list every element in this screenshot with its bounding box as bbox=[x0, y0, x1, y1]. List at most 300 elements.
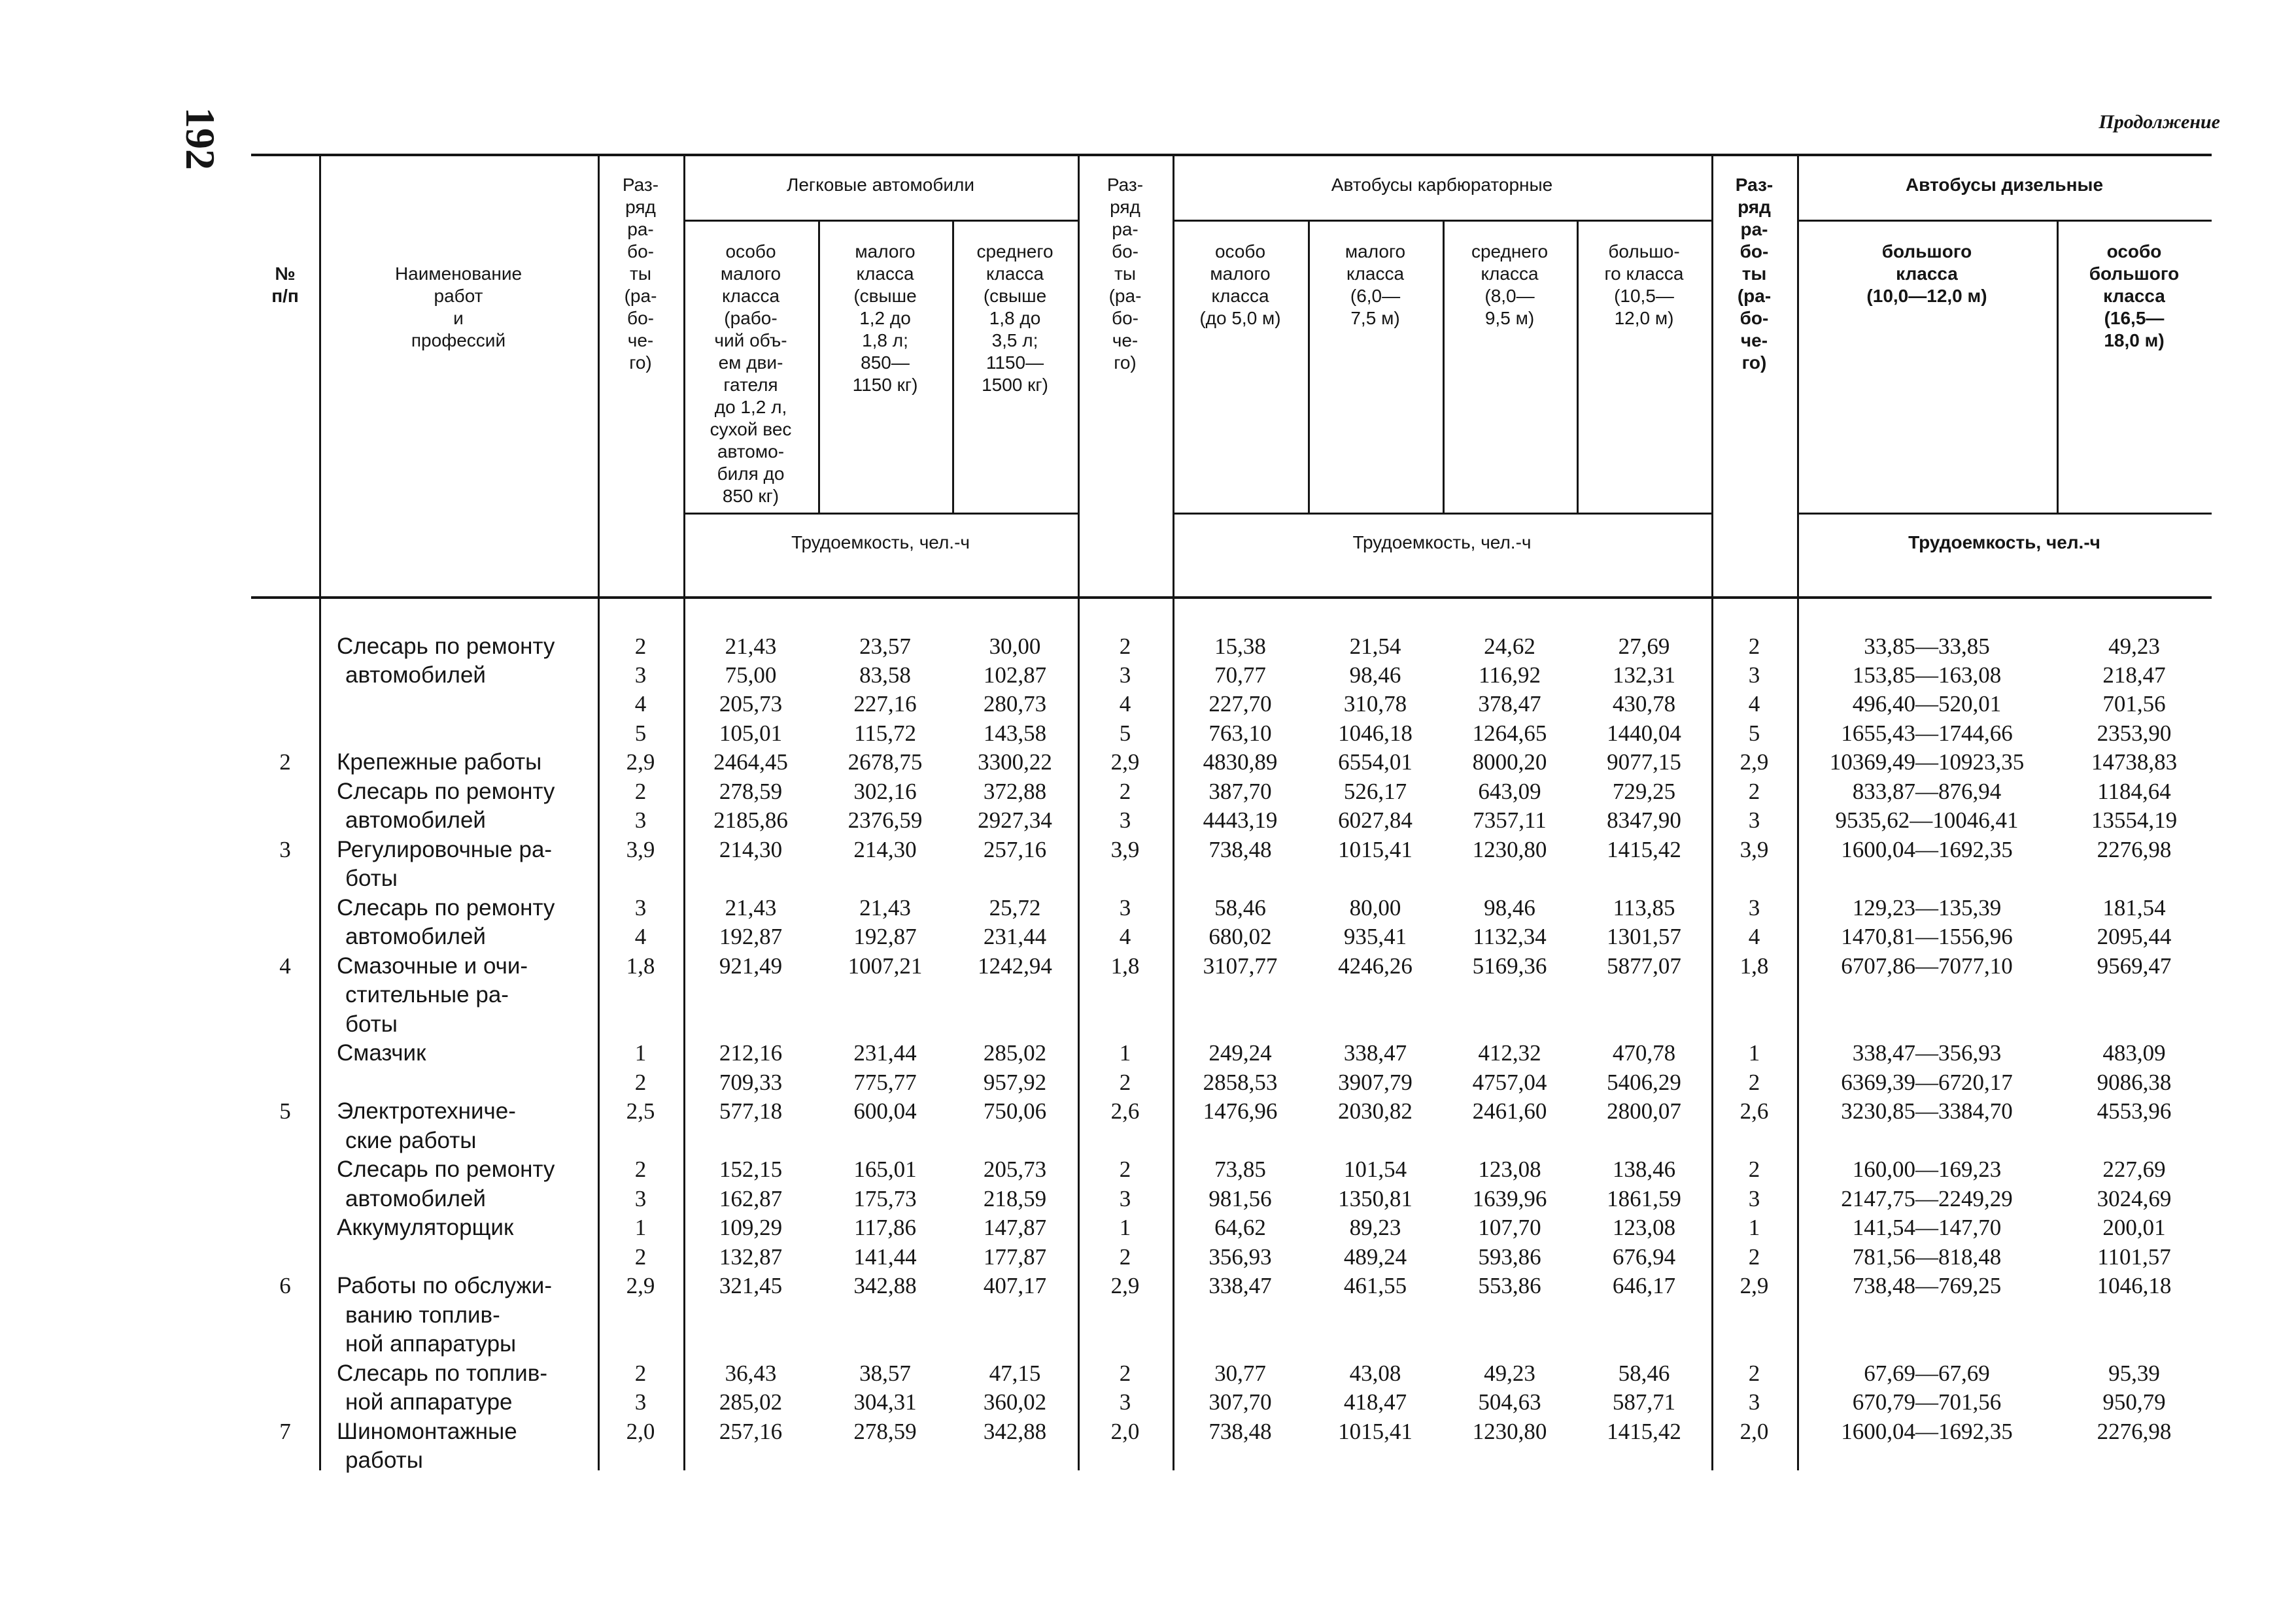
cell-b2: 98,46 bbox=[1349, 662, 1401, 688]
cell-c3: 3300,22 bbox=[978, 749, 1052, 775]
cell-b2: 89,23 bbox=[1349, 1215, 1401, 1240]
cell-b3: 4757,04 bbox=[1472, 1070, 1547, 1095]
table-rule bbox=[1797, 220, 2212, 222]
cell-g2: 2,9 bbox=[1110, 749, 1140, 775]
cell-g2: 2 bbox=[1119, 1070, 1131, 1095]
cell-b4: 113,85 bbox=[1613, 895, 1675, 921]
cell-g1: 1,8 bbox=[626, 953, 655, 979]
table-rule bbox=[1173, 513, 1711, 515]
cell-c2: 600,04 bbox=[853, 1098, 917, 1124]
work-name: Слесарь по топлив- bbox=[337, 1361, 547, 1386]
cell-c3: 257,16 bbox=[983, 837, 1047, 862]
cell-c2: 141,44 bbox=[853, 1244, 917, 1270]
cell-c1: 2464,45 bbox=[713, 749, 788, 775]
cell-b1: 763,10 bbox=[1208, 720, 1272, 746]
cell-c2: 117,86 bbox=[854, 1215, 916, 1240]
header-carb-title: Автобусы карбюраторные bbox=[1331, 175, 1553, 195]
cell-g2: 2,9 bbox=[1110, 1273, 1140, 1298]
work-name: Крепежные работы bbox=[337, 749, 542, 775]
cell-b3: 1132,34 bbox=[1473, 924, 1547, 949]
cell-c2: 115,72 bbox=[854, 720, 916, 746]
cell-b2: 43,08 bbox=[1349, 1361, 1401, 1386]
work-name: Смазочные и очи- bbox=[337, 953, 528, 979]
cell-c3: 47,15 bbox=[989, 1361, 1041, 1386]
work-name: Слесарь по ремонту bbox=[337, 634, 555, 659]
cell-c2: 2678,75 bbox=[848, 749, 923, 775]
cell-d2: 483,09 bbox=[2102, 1040, 2166, 1066]
cell-g2: 1,8 bbox=[1110, 953, 1140, 979]
cell-b2: 1046,18 bbox=[1338, 720, 1413, 746]
cell-b4: 1415,42 bbox=[1607, 837, 1681, 862]
cell-b2: 6027,84 bbox=[1338, 807, 1413, 833]
cell-b2: 1350,81 bbox=[1338, 1186, 1413, 1211]
cell-d1: 2147,75—2249,29 bbox=[1841, 1186, 2013, 1211]
cell-b3: 412,32 bbox=[1478, 1040, 1541, 1066]
header-cars-sub: особо малого класса (рабо- чий объ- ем дви- гателя до 1,2 л, сухой вес автомо- биля до 850 кг) bbox=[710, 241, 792, 506]
cell-g2: 3 bbox=[1119, 807, 1131, 833]
cell-b3: 8000,20 bbox=[1472, 749, 1547, 775]
cell-g1: 2 bbox=[634, 1361, 647, 1386]
cell-g2: 3 bbox=[1119, 662, 1131, 688]
cell-b4: 676,94 bbox=[1612, 1244, 1676, 1270]
cell-b3: 98,46 bbox=[1484, 895, 1535, 921]
cell-d2: 1101,57 bbox=[2097, 1244, 2171, 1270]
cell-g1: 3 bbox=[634, 895, 647, 921]
cell-d2: 95,39 bbox=[2108, 1361, 2160, 1386]
cell-c3: 1242,94 bbox=[978, 953, 1052, 979]
cell-g2: 2 bbox=[1119, 779, 1131, 804]
cell-c1: 212,16 bbox=[719, 1040, 783, 1066]
cell-d1: 129,23—135,39 bbox=[1852, 895, 2002, 921]
cell-c1: 285,02 bbox=[719, 1389, 783, 1415]
work-name: боты bbox=[345, 866, 398, 891]
cell-g3: 2 bbox=[1748, 1244, 1760, 1270]
cell-c2: 83,58 bbox=[859, 662, 911, 688]
cell-b4: 470,78 bbox=[1612, 1040, 1676, 1066]
cell-b3: 593,86 bbox=[1478, 1244, 1541, 1270]
cell-b2: 310,78 bbox=[1343, 691, 1407, 717]
cell-b4: 587,71 bbox=[1612, 1389, 1676, 1415]
cell-g3: 3,9 bbox=[1739, 837, 1769, 862]
cell-b1: 64,62 bbox=[1214, 1215, 1266, 1240]
cell-d1: 1600,04—1692,35 bbox=[1841, 837, 2013, 862]
cell-c3: 957,92 bbox=[983, 1070, 1047, 1095]
header-grade-cars: Раз- ряд ра- бо- ты (ра- бо- че- го) bbox=[622, 175, 659, 373]
header-diesel-unit: Трудоемкость, чел.-ч bbox=[1908, 532, 2100, 552]
header-cars-unit: Трудоемкость, чел.-ч bbox=[791, 532, 970, 552]
cell-g3: 1 bbox=[1748, 1040, 1760, 1066]
work-name: Слесарь по ремонту bbox=[337, 895, 555, 921]
cell-c1: 105,01 bbox=[719, 720, 783, 746]
cell-b2: 1015,41 bbox=[1338, 1419, 1413, 1444]
cell-d1: 781,56—818,48 bbox=[1852, 1244, 2002, 1270]
cell-d2: 49,23 bbox=[2108, 634, 2160, 659]
cell-c2: 165,01 bbox=[853, 1157, 917, 1182]
cell-g2: 1 bbox=[1119, 1215, 1131, 1240]
cell-d2: 2095,44 bbox=[2097, 924, 2172, 949]
cell-g3: 2,9 bbox=[1739, 749, 1769, 775]
cell-g1: 3 bbox=[634, 662, 647, 688]
column-divider bbox=[319, 596, 321, 1470]
cell-b1: 338,47 bbox=[1208, 1273, 1272, 1298]
cell-b3: 49,23 bbox=[1484, 1361, 1535, 1386]
cell-b4: 58,46 bbox=[1618, 1361, 1670, 1386]
cell-c1: 205,73 bbox=[719, 691, 783, 717]
cell-b3: 107,70 bbox=[1478, 1215, 1541, 1240]
cell-d2: 9086,38 bbox=[2097, 1070, 2172, 1095]
cell-g1: 3 bbox=[634, 807, 647, 833]
cell-c3: 218,59 bbox=[983, 1186, 1047, 1211]
cell-g1: 2 bbox=[634, 1157, 647, 1182]
cell-g2: 2 bbox=[1119, 1361, 1131, 1386]
work-name: ванию топлив- bbox=[345, 1302, 500, 1328]
cell-b3: 378,47 bbox=[1478, 691, 1541, 717]
cell-c1: 132,87 bbox=[719, 1244, 783, 1270]
cell-g1: 2 bbox=[634, 634, 647, 659]
cell-c3: 177,87 bbox=[983, 1244, 1047, 1270]
cell-d2: 950,79 bbox=[2102, 1389, 2166, 1415]
cell-g3: 3 bbox=[1748, 895, 1760, 921]
cell-c3: 407,17 bbox=[983, 1273, 1047, 1298]
cell-g3: 2 bbox=[1748, 1070, 1760, 1095]
cell-b3: 2461,60 bbox=[1472, 1098, 1547, 1124]
cell-g3: 2 bbox=[1748, 1361, 1760, 1386]
cell-d1: 6707,86—7077,10 bbox=[1841, 953, 2013, 979]
cell-d2: 218,47 bbox=[2102, 662, 2166, 688]
cell-g3: 4 bbox=[1748, 924, 1760, 949]
cell-d1: 153,85—163,08 bbox=[1852, 662, 2002, 688]
table-rule bbox=[1797, 513, 2212, 515]
cell-d1: 496,40—520,01 bbox=[1852, 691, 2002, 717]
cell-c3: 102,87 bbox=[983, 662, 1047, 688]
cell-g1: 2 bbox=[634, 779, 647, 804]
header-cars-sub: среднего класса (свыше 1,8 до 3,5 л; 1150— 1500 кг) bbox=[976, 241, 1054, 395]
row-number: 4 bbox=[279, 953, 291, 979]
cell-b1: 738,48 bbox=[1208, 1419, 1272, 1444]
cell-c1: 577,18 bbox=[719, 1098, 783, 1124]
cell-b1: 4830,89 bbox=[1203, 749, 1278, 775]
cell-g1: 2 bbox=[634, 1244, 647, 1270]
cell-c3: 750,06 bbox=[983, 1098, 1047, 1124]
cell-b4: 132,31 bbox=[1612, 662, 1676, 688]
cell-g2: 3 bbox=[1119, 895, 1131, 921]
header-diesel-sub: большого класса (10,0—12,0 м) bbox=[1866, 241, 1987, 306]
cell-d1: 141,54—147,70 bbox=[1852, 1215, 2002, 1240]
cell-b2: 935,41 bbox=[1343, 924, 1407, 949]
row-number: 3 bbox=[279, 837, 291, 862]
cell-c2: 175,73 bbox=[853, 1186, 917, 1211]
cell-d2: 1184,64 bbox=[2097, 779, 2171, 804]
cell-g1: 1 bbox=[634, 1215, 647, 1240]
header-carb-sub: особо малого класса (до 5,0 м) bbox=[1199, 241, 1281, 328]
cell-g3: 2,0 bbox=[1739, 1419, 1769, 1444]
cell-c3: 360,02 bbox=[983, 1389, 1047, 1415]
work-name: Регулировочные ра- bbox=[337, 837, 553, 862]
row-number: 6 bbox=[279, 1273, 291, 1298]
cell-g3: 3 bbox=[1748, 662, 1760, 688]
header-name: Наименование работ и профессий bbox=[394, 263, 523, 350]
cell-g3: 3 bbox=[1748, 1389, 1760, 1415]
cell-g2: 2 bbox=[1119, 634, 1131, 659]
cell-c2: 227,16 bbox=[853, 691, 917, 717]
cell-d2: 9569,47 bbox=[2097, 953, 2172, 979]
cell-g1: 4 bbox=[634, 924, 647, 949]
cell-g3: 3 bbox=[1748, 807, 1760, 833]
cell-g1: 2,0 bbox=[626, 1419, 655, 1444]
cell-g1: 5 bbox=[634, 720, 647, 746]
cell-d2: 200,01 bbox=[2102, 1215, 2166, 1240]
cell-b2: 489,24 bbox=[1343, 1244, 1407, 1270]
cell-c3: 2927,34 bbox=[978, 807, 1052, 833]
cell-b3: 1264,65 bbox=[1472, 720, 1547, 746]
work-name: автомобилей bbox=[345, 1186, 486, 1211]
cell-d2: 2276,98 bbox=[2097, 1419, 2172, 1444]
cell-b1: 1476,96 bbox=[1203, 1098, 1278, 1124]
cell-g3: 5 bbox=[1748, 720, 1760, 746]
cell-b2: 4246,26 bbox=[1338, 953, 1413, 979]
work-name: ной аппаратуре bbox=[345, 1389, 513, 1415]
cell-b4: 1861,59 bbox=[1607, 1186, 1681, 1211]
cell-b4: 1440,04 bbox=[1607, 720, 1681, 746]
cell-d1: 33,85—33,85 bbox=[1864, 634, 1990, 659]
cell-b3: 7357,11 bbox=[1473, 807, 1547, 833]
cell-g1: 2,9 bbox=[626, 749, 655, 775]
cell-c2: 192,87 bbox=[853, 924, 917, 949]
cell-c3: 147,87 bbox=[983, 1215, 1047, 1240]
cell-d1: 1470,81—1556,96 bbox=[1841, 924, 2013, 949]
cell-g2: 2,0 bbox=[1110, 1419, 1140, 1444]
cell-b1: 249,24 bbox=[1208, 1040, 1272, 1066]
work-name: Шиномонтажные bbox=[337, 1419, 517, 1444]
cell-b4: 123,08 bbox=[1612, 1215, 1676, 1240]
cell-d2: 181,54 bbox=[2102, 895, 2166, 921]
cell-b1: 4443,19 bbox=[1203, 807, 1278, 833]
cell-d2: 1046,18 bbox=[2097, 1273, 2172, 1298]
cell-g3: 2,6 bbox=[1739, 1098, 1769, 1124]
cell-b1: 2858,53 bbox=[1203, 1070, 1278, 1095]
cell-g3: 1,8 bbox=[1739, 953, 1769, 979]
cell-b2: 338,47 bbox=[1343, 1040, 1407, 1066]
cell-d1: 3230,85—3384,70 bbox=[1841, 1098, 2013, 1124]
cell-d2: 701,56 bbox=[2102, 691, 2166, 717]
cell-b2: 101,54 bbox=[1343, 1157, 1407, 1182]
cell-d1: 738,48—769,25 bbox=[1852, 1273, 2002, 1298]
cell-g3: 2 bbox=[1748, 634, 1760, 659]
cell-b4: 1415,42 bbox=[1607, 1419, 1681, 1444]
cell-b3: 1639,96 bbox=[1472, 1186, 1547, 1211]
table-rule bbox=[683, 220, 1078, 222]
cell-c2: 38,57 bbox=[859, 1361, 911, 1386]
cell-g1: 2,5 bbox=[626, 1098, 655, 1124]
cell-b2: 6554,01 bbox=[1338, 749, 1413, 775]
cell-c2: 214,30 bbox=[853, 837, 917, 862]
cell-b2: 418,47 bbox=[1343, 1389, 1407, 1415]
cell-b2: 461,55 bbox=[1343, 1273, 1407, 1298]
cell-b4: 138,46 bbox=[1612, 1157, 1676, 1182]
cell-b2: 80,00 bbox=[1349, 895, 1401, 921]
cell-b4: 9077,15 bbox=[1607, 749, 1681, 775]
cell-b1: 738,48 bbox=[1208, 837, 1272, 862]
cell-g2: 2 bbox=[1119, 1157, 1131, 1182]
cell-c1: 921,49 bbox=[719, 953, 783, 979]
work-name: Работы по обслужи- bbox=[337, 1273, 552, 1298]
cell-g3: 2,9 bbox=[1739, 1273, 1769, 1298]
cell-d1: 160,00—169,23 bbox=[1852, 1157, 2002, 1182]
cell-d1: 338,47—356,93 bbox=[1852, 1040, 2002, 1066]
work-name: автомобилей bbox=[345, 807, 486, 833]
work-name: автомобилей bbox=[345, 924, 486, 949]
cell-c3: 143,58 bbox=[983, 720, 1047, 746]
cell-b1: 73,85 bbox=[1214, 1157, 1266, 1182]
header-diesel-title: Автобусы дизельные bbox=[1905, 175, 2104, 195]
cell-d1: 9535,62—10046,41 bbox=[1835, 807, 2019, 833]
work-name: автомобилей bbox=[345, 662, 486, 688]
cell-b4: 430,78 bbox=[1612, 691, 1676, 717]
cell-c2: 231,44 bbox=[853, 1040, 917, 1066]
cell-g1: 2 bbox=[634, 1070, 647, 1095]
cell-d1: 6369,39—6720,17 bbox=[1841, 1070, 2013, 1095]
cell-d2: 14738,83 bbox=[2091, 749, 2178, 775]
cell-c3: 205,73 bbox=[983, 1157, 1047, 1182]
cell-b4: 729,25 bbox=[1612, 779, 1676, 804]
cell-d1: 67,69—67,69 bbox=[1864, 1361, 1990, 1386]
cell-g2: 3,9 bbox=[1110, 837, 1140, 862]
cell-c2: 302,16 bbox=[853, 779, 917, 804]
cell-b3: 504,63 bbox=[1478, 1389, 1541, 1415]
header-cars-title: Легковые автомобили bbox=[786, 175, 975, 195]
cell-g3: 2 bbox=[1748, 1157, 1760, 1182]
cell-c2: 1007,21 bbox=[848, 953, 923, 979]
cell-c1: 162,87 bbox=[719, 1186, 783, 1211]
cell-c1: 75,00 bbox=[725, 662, 777, 688]
cell-b3: 24,62 bbox=[1484, 634, 1535, 659]
cell-d2: 2276,98 bbox=[2097, 837, 2172, 862]
table-rule bbox=[1173, 220, 1711, 222]
cell-g2: 4 bbox=[1119, 924, 1131, 949]
cell-b4: 5877,07 bbox=[1607, 953, 1681, 979]
cell-b2: 1015,41 bbox=[1338, 837, 1413, 862]
work-name: Слесарь по ремонту bbox=[337, 1157, 555, 1182]
cell-c3: 372,88 bbox=[983, 779, 1047, 804]
table-rule bbox=[251, 596, 2212, 599]
column-divider bbox=[1173, 154, 1174, 596]
cell-g1: 3,9 bbox=[626, 837, 655, 862]
cell-g3: 1 bbox=[1748, 1215, 1760, 1240]
cell-d1: 833,87—876,94 bbox=[1852, 779, 2002, 804]
header-grade-diesel: Раз- ряд ра- бо- ты (ра- бо- че- го) bbox=[1735, 175, 1773, 373]
cell-c1: 257,16 bbox=[719, 1419, 783, 1444]
cell-c2: 304,31 bbox=[853, 1389, 917, 1415]
cell-b1: 30,77 bbox=[1214, 1361, 1266, 1386]
row-number: 7 bbox=[279, 1419, 291, 1444]
cell-c2: 278,59 bbox=[853, 1419, 917, 1444]
cell-c1: 36,43 bbox=[725, 1361, 777, 1386]
cell-c1: 21,43 bbox=[725, 895, 777, 921]
cell-b1: 70,77 bbox=[1214, 662, 1266, 688]
cell-d2: 4553,96 bbox=[2097, 1098, 2172, 1124]
cell-b1: 356,93 bbox=[1208, 1244, 1272, 1270]
work-name: Аккумуляторщик bbox=[337, 1215, 514, 1240]
cell-g2: 1 bbox=[1119, 1040, 1131, 1066]
header-grade-carb: Раз- ряд ра- бо- ты (ра- бо- че- го) bbox=[1106, 175, 1144, 373]
header-cars-sub: малого класса (свыше 1,2 до 1,8 л; 850— 1150 кг) bbox=[852, 241, 918, 395]
cell-b4: 1301,57 bbox=[1607, 924, 1681, 949]
cell-d1: 1655,43—1744,66 bbox=[1841, 720, 2013, 746]
cell-g2: 2,6 bbox=[1110, 1098, 1140, 1124]
header-carb-sub: малого класса (6,0— 7,5 м) bbox=[1345, 241, 1406, 328]
cell-c2: 21,43 bbox=[859, 895, 911, 921]
cell-b1: 58,46 bbox=[1214, 895, 1266, 921]
page-number: 192 bbox=[177, 107, 224, 170]
cell-d2: 2353,90 bbox=[2097, 720, 2172, 746]
work-name: ной аппаратуры bbox=[345, 1331, 517, 1357]
table-rule bbox=[251, 154, 2212, 156]
cell-b1: 981,56 bbox=[1208, 1186, 1272, 1211]
work-name: Слесарь по ремонту bbox=[337, 779, 555, 804]
header-num: № п/п bbox=[271, 263, 299, 306]
cell-c3: 280,73 bbox=[983, 691, 1047, 717]
cell-b2: 2030,82 bbox=[1338, 1098, 1413, 1124]
cell-g2: 3 bbox=[1119, 1186, 1131, 1211]
cell-c1: 192,87 bbox=[719, 924, 783, 949]
cell-d2: 227,69 bbox=[2102, 1157, 2166, 1182]
cell-c1: 21,43 bbox=[725, 634, 777, 659]
column-divider bbox=[319, 154, 321, 596]
header-carb-unit: Трудоемкость, чел.-ч bbox=[1352, 532, 1532, 552]
cell-c1: 152,15 bbox=[719, 1157, 783, 1182]
cell-g2: 4 bbox=[1119, 691, 1131, 717]
cell-c2: 23,57 bbox=[859, 634, 911, 659]
cell-g1: 2,9 bbox=[626, 1273, 655, 1298]
cell-c3: 30,00 bbox=[989, 634, 1041, 659]
cell-c2: 775,77 bbox=[853, 1070, 917, 1095]
work-name: работы bbox=[345, 1447, 423, 1473]
cell-g2: 5 bbox=[1119, 720, 1131, 746]
cell-c1: 109,29 bbox=[719, 1215, 783, 1240]
cell-c3: 25,72 bbox=[989, 895, 1041, 921]
cell-b4: 8347,90 bbox=[1607, 807, 1681, 833]
cell-b3: 1230,80 bbox=[1472, 837, 1547, 862]
cell-g3: 4 bbox=[1748, 691, 1760, 717]
cell-c3: 285,02 bbox=[983, 1040, 1047, 1066]
work-name: боты bbox=[345, 1011, 398, 1037]
cell-g2: 3 bbox=[1119, 1389, 1131, 1415]
cell-b3: 116,92 bbox=[1479, 662, 1541, 688]
cell-d1: 670,79—701,56 bbox=[1852, 1389, 2002, 1415]
cell-g1: 3 bbox=[634, 1389, 647, 1415]
work-name: стительные ра- bbox=[345, 982, 509, 1007]
cell-g2: 2 bbox=[1119, 1244, 1131, 1270]
cell-b2: 21,54 bbox=[1349, 634, 1401, 659]
work-name: ские работы bbox=[345, 1128, 477, 1153]
work-name: Смазчик bbox=[337, 1040, 426, 1066]
cell-c1: 321,45 bbox=[719, 1273, 783, 1298]
cell-c1: 278,59 bbox=[719, 779, 783, 804]
cell-b4: 27,69 bbox=[1618, 634, 1670, 659]
cell-c2: 2376,59 bbox=[848, 807, 923, 833]
cell-g1: 1 bbox=[634, 1040, 647, 1066]
cell-b3: 5169,36 bbox=[1472, 953, 1547, 979]
cell-g3: 2 bbox=[1748, 779, 1760, 804]
cell-b3: 1230,80 bbox=[1472, 1419, 1547, 1444]
cell-b1: 15,38 bbox=[1214, 634, 1266, 659]
cell-d2: 3024,69 bbox=[2097, 1186, 2172, 1211]
cell-b3: 123,08 bbox=[1478, 1157, 1541, 1182]
cell-c1: 2185,86 bbox=[713, 807, 788, 833]
cell-b3: 643,09 bbox=[1478, 779, 1541, 804]
table-rule bbox=[683, 513, 1078, 515]
header-carb-sub: большо- го класса (10,5— 12,0 м) bbox=[1604, 241, 1684, 328]
